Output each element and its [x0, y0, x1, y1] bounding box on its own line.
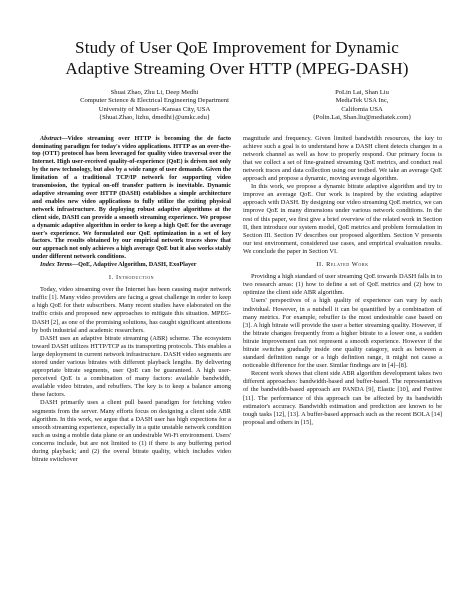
author-block — [32, 89, 442, 123]
author-email: {Polin.Lai, Shan.liu@mediatek.com} — [312, 114, 412, 122]
section-heading-introduction: I. Introduction — [108, 274, 155, 282]
paragraph: In this work, we propose a dynamic bitrate adaptive algorithm and try to improve an average QoE. Our work is inspired by the existing adaptive approach with DASH. By designing our video streaming QoE metrics, we can improve QoE in many dimensions under various network conditions. In the rest of this paper, we first give a brief overview of the related work in Section II, then introduce our system model, QoE metrics and problem formulation in Section III. Section IV describes our proposed algorithm. Section V presents our test environment, considered use cases, and empirical evaluation results. We conclude the paper in Section VI. — [243, 183, 442, 255]
left-column — [32, 135, 231, 465]
body-columns — [32, 135, 442, 465]
title-line-2: Adaptive Streaming Over HTTP (MPEG-DASH) — [65, 59, 409, 78]
author-org: University of Missouri–Kansas City, USA — [98, 105, 211, 113]
paragraph: Providing a high standard of user streaming QoE towards DASH falls in to two research areas: (1) how to define a set of QoE metrics and (2) how to optimize the client side ABR algorithm. — [243, 273, 442, 297]
abstract-text: —Video streaming over HTTP is becoming the de facto dominating paradigm for today's video applications. HTTP as an over-the-top (OTT) protocol has been leveraged for quality video traversal over the Internet. High user-received quality-of-experience (QoE) is driven not only by the new technology, but also by a wide range of user demands. Given the limitation of a traditional TCP/IP network for supporting video transmission, the typical on-off transfer pattern is inevitable. Dynamic adaptive streaming over HTTP (DASH) establishes a simple architecture and enables new video applications to fully utilize the exiting physical network infrastructure. By deploying robust adaptive algorithms at the client side, DASH can provide a smooth streaming experience. We propose a dynamic adaptive algorithm in order to keep a high QoE for the average user's experience. We formulated our QoE optimization in a set of key factors. The results obtained by our empirical network traces show that our approach not only achieves a high average QoE but it also works stably under different network conditions. — [32, 134, 231, 261]
paragraph: DASH uses an adaptive bitrate streaming (ABR) scheme. The ecosystem toward DASH utilizes HTTP/TCP as its transporting protocols. This enables a large deployment in current network infrastructure. DASH video segments are stored under various bitrates with different playback lengths. By delivering appropriate bitrate segments, user QoE can be guaranteed. A high user-perceived QoE is a combination of many factors: available bandwidth, available video bitrates, and rebuffers. The key is to keep a balance among these factors. — [32, 334, 231, 399]
paragraph: magnitude and frequency. Given limited bandwidth resources, the key to achieve such a goal is to understand how a DASH client detects changes in a network channel as well as how to properly respond. Our primary focus is that we collect a set of fine-grained streaming QoE metrics, and conduct real network traces and data collection using our testbed. We take an average QoE approach and propose a dynamic, moving average algorithm. — [243, 134, 442, 183]
author-names: Shuai Zhao, Zhu Li, Deep Medhi — [110, 89, 199, 96]
author-affiliation-1 — [32, 89, 277, 123]
right-column — [243, 135, 442, 465]
author-org: California USA — [341, 105, 383, 113]
paragraph: Today, video streaming over the Internet has been causing major network traffic [1]. Many video providers are facing a great challenge in order to keep a high QoE for their subscribers. Many recent studies have elaborated on the traffic crisis and proposed new approaches to mitigate this situation. MPEG-DASH [2], as one of the promising solutions, has caught significant attentions by both industrial and academic researchers. — [32, 286, 231, 334]
paragraph: Users' perspectives of a high quality of experience can vary by each individual. However, in a nutshell it can be quantified by a combination of many metrics. For example, rebuffer is the most undesirable case based on [3]. A high bitrate will provide the user a better streaming quality. However, if the bitrate changes frequently from a higher bitrate to a lower one, a sudden bitrate improvement can not represent a smooth experience. However if the bitrate switches gradually inside one quality catagory, such as between a standard definition range or a high defintion range, it might not cause a noticeable difference for the user. Similar findings are in [4]–[8]. — [243, 297, 442, 370]
author-dept: Computer Science & Electrical Engineering Department — [80, 97, 229, 105]
index-terms-text: —QoE, Adaptive Algorithm, DASH, ExoPlayer — [71, 261, 197, 269]
author-affiliation-2 — [282, 89, 442, 123]
abstract-label: Abstract — [40, 134, 62, 142]
title-line-1: Study of User QoE Improvement for Dynamic — [75, 38, 399, 57]
author-names: PoLin Lai, Shan Liu — [335, 89, 389, 96]
paragraph: DASH primarily uses a client pull based paradigm for fetching video segments from the server. Many efforts focus on designing a client side ABR algorithm. In this work, we argue that a DASH user has high expections for a smooth streaming experience, especially in a quite unstable network condition such as using a mobile data plane or an undesirable Wi-Fi environment. Users' concerns include, but are not limited to (1) if there is any buffering period during playback; and (2) the overal bitrate quality, which includes video bitrate switchover — [32, 399, 231, 464]
paragraph: Recent work shows that client side ABR algorithm development takes two different approaches: bandwidth-based and buffer-based. The representatives of the bandwidth-based approach are PANDA [9], Elastic [10], and Festive [11]. The performance of this approach can be affected by its bandwidth estimator's accuracy. Bandwidth estimation and prediction are known to be tough tasks [12], [13]. A buffer-based approach such as the recent BOLA [14] proposal and others in [15], — [243, 370, 442, 426]
author-email: {Shuai.Zhao, lizhu, dmedhi}@umkc.edu} — [98, 114, 211, 122]
index-terms — [32, 261, 231, 269]
index-terms-label: Index Terms — [40, 261, 72, 269]
paper-title — [32, 0, 442, 79]
abstract — [32, 135, 231, 262]
author-dept: MediaTek USA Inc, — [335, 97, 389, 105]
section-heading-related-work: II. Related Work — [316, 261, 369, 269]
